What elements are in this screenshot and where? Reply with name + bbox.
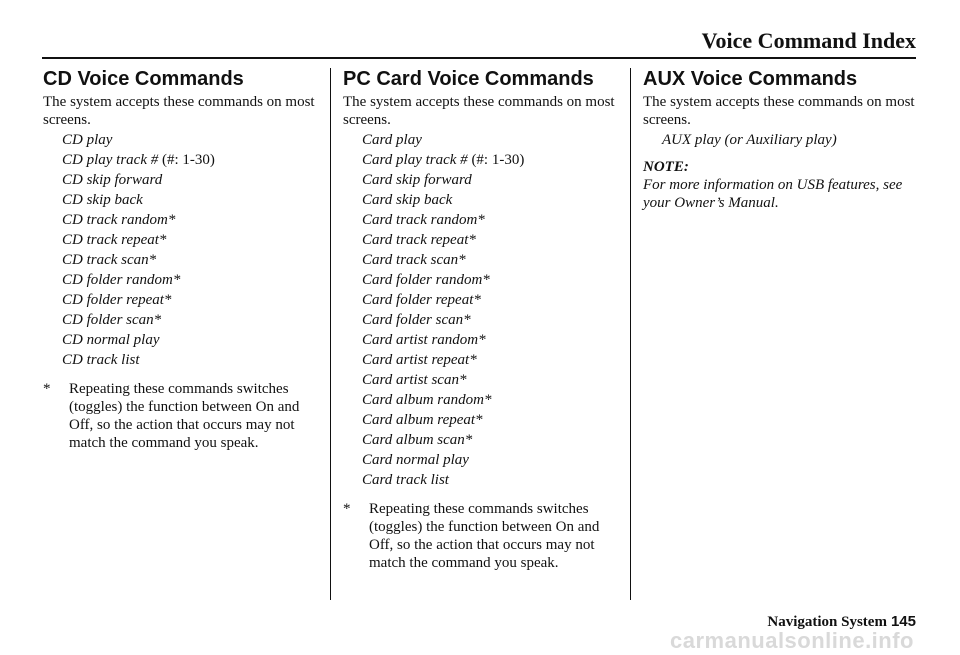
list-item: Card folder scan*	[362, 312, 471, 328]
list-item: Card normal play	[362, 452, 469, 468]
list-item: Card artist random*	[362, 332, 486, 348]
list-item: Card artist scan*	[362, 372, 467, 388]
list-item: CD normal play	[62, 332, 160, 348]
footer-label: Navigation System	[767, 614, 887, 630]
list-item: Card album random*	[362, 392, 492, 408]
aux-section-title: AUX Voice Commands	[643, 68, 858, 90]
page-number: 145	[890, 613, 916, 630]
cd-footnote	[43, 380, 321, 452]
header-rule	[42, 57, 916, 59]
pc-card-command-list	[362, 130, 621, 490]
list-item: CD track random*	[62, 212, 176, 228]
list-item: CD track repeat*	[62, 232, 167, 248]
column-divider-1	[330, 68, 331, 600]
list-item: Card skip back	[362, 192, 453, 208]
list-item: CD skip forward	[62, 172, 163, 188]
footnote-mark: *	[43, 381, 51, 397]
list-item: CD folder repeat*	[62, 292, 172, 308]
list-item: CD track scan*	[62, 252, 157, 268]
list-item: CD folder random*	[62, 272, 181, 288]
pc-card-section-title: PC Card Voice Commands	[343, 68, 594, 90]
cd-section-title: CD Voice Commands	[43, 68, 244, 90]
aux-section	[643, 66, 921, 212]
list-item: Card track random*	[362, 212, 485, 228]
column-divider-2	[630, 68, 631, 600]
pc-card-section	[343, 66, 621, 572]
list-item: Card album repeat*	[362, 412, 483, 428]
list-item: Card track scan*	[362, 252, 466, 268]
footnote-text: Repeating these commands switches (toggles) the function between On and Off, so the action that occurs may not match the command you speak.	[69, 381, 300, 451]
list-item: CD skip back	[62, 192, 143, 208]
list-item: CD folder scan*	[62, 312, 162, 328]
footnote-text: Repeating these commands switches (toggles) the function between On and Off, so the action that occurs may not match the command you speak.	[369, 501, 600, 571]
pc-card-footnote	[343, 500, 621, 572]
list-item: Card folder repeat*	[362, 292, 481, 308]
list-item: Card track repeat*	[362, 232, 476, 248]
page-title: Voice Command Index	[701, 28, 916, 53]
list-item: Card album scan*	[362, 432, 473, 448]
cd-command-list	[62, 130, 321, 370]
pc-card-intro: The system accepts these commands on most screens.	[343, 94, 615, 128]
watermark: carmanualsonline.info	[670, 628, 914, 653]
note-text: For more information on USB features, see your Owner’s Manual.	[643, 177, 903, 211]
list-item: Card skip forward	[362, 172, 472, 188]
footnote-mark: *	[343, 501, 351, 517]
list-item: CD play	[62, 132, 113, 148]
aux-intro: The system accepts these commands on most screens.	[643, 94, 915, 128]
aux-command: AUX play (or Auxiliary play)	[662, 132, 837, 148]
list-item: Card play	[362, 132, 422, 148]
list-item: Card folder random*	[362, 272, 490, 288]
list-item: Card artist repeat*	[362, 352, 477, 368]
cd-intro: The system accepts these commands on most screens.	[43, 94, 315, 128]
list-item: CD track list	[62, 352, 140, 368]
cd-section	[43, 66, 321, 452]
list-item: CD play track # (#: 1-30)	[62, 152, 215, 168]
list-item: Card track list	[362, 472, 449, 488]
note-label: NOTE:	[643, 159, 689, 175]
list-item: Card play track # (#: 1-30)	[362, 152, 525, 168]
